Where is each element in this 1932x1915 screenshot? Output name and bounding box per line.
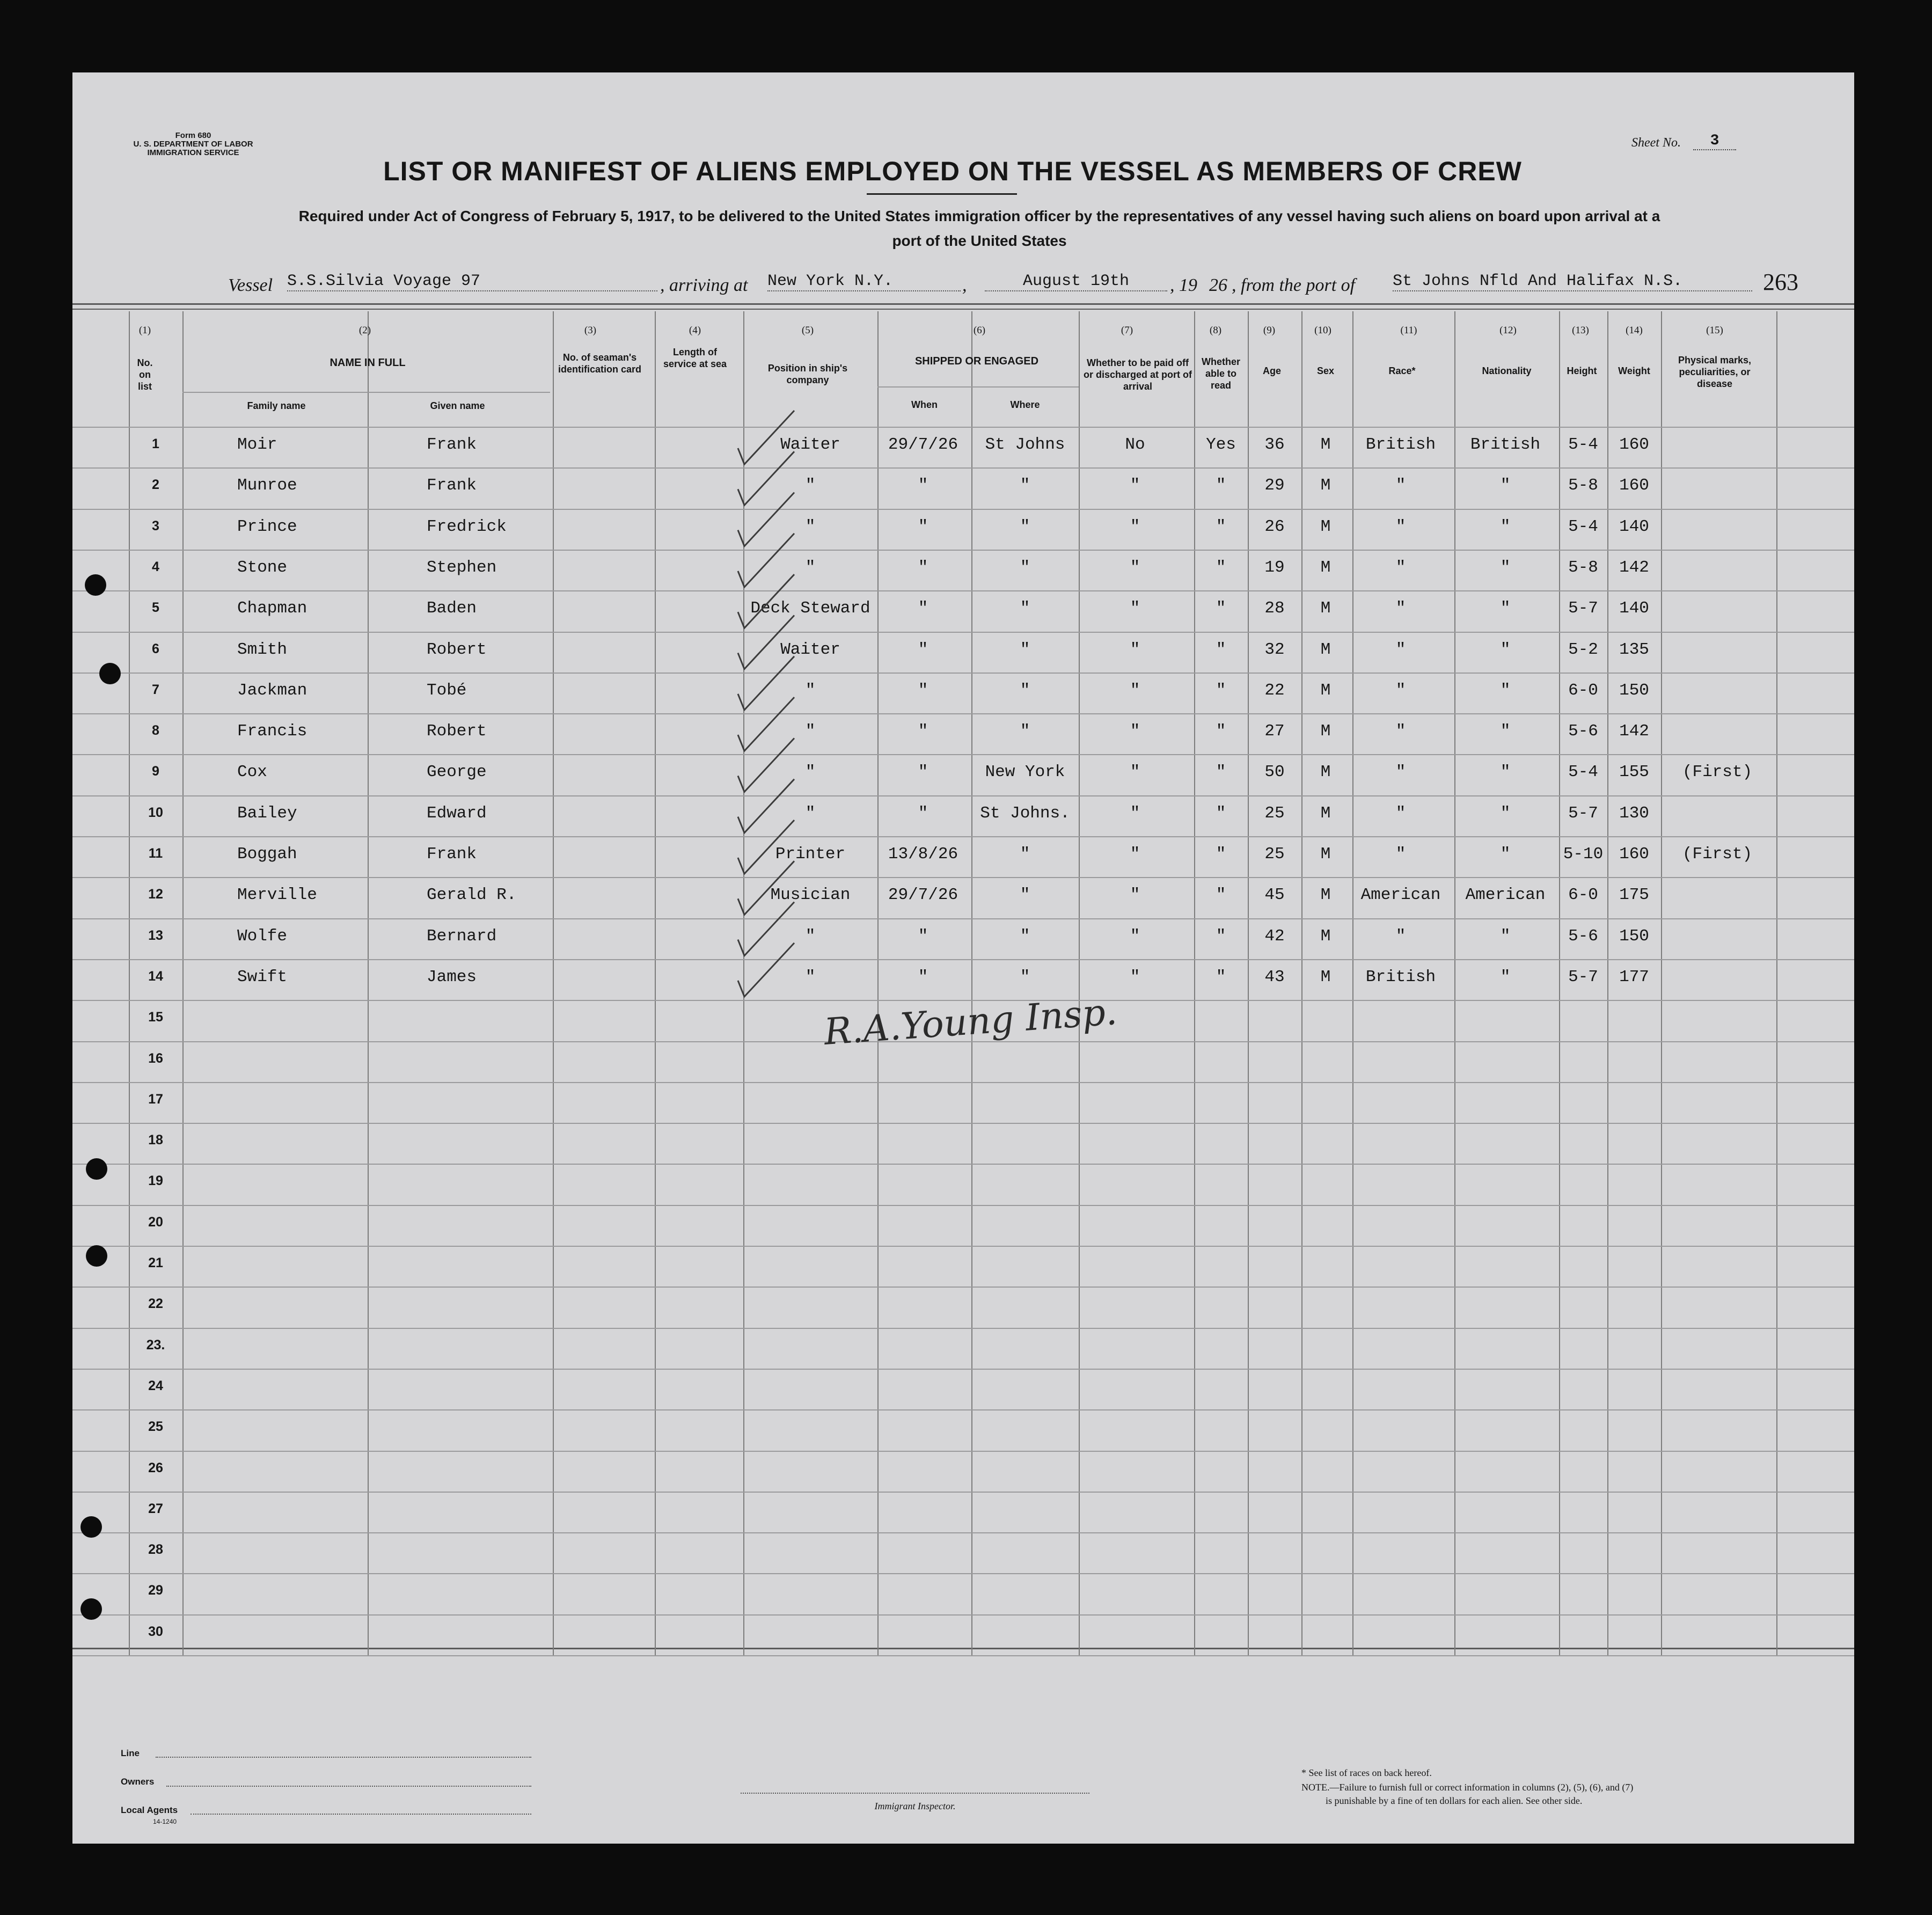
cell-paid-off: " — [1130, 681, 1140, 700]
arriving-port-field: New York N.Y. — [767, 272, 961, 291]
cell-weight: 150 — [1619, 927, 1649, 946]
cell-height: 5-10 — [1563, 845, 1604, 864]
sheet-number: 3 — [1693, 133, 1736, 150]
cell-able-to-read: " — [1216, 722, 1226, 741]
cell-able-to-read: " — [1216, 640, 1226, 659]
punch-hole — [80, 1598, 102, 1620]
row-number: 25 — [148, 1419, 163, 1434]
cell-height: 5-8 — [1568, 476, 1598, 495]
check-mark — [738, 616, 794, 669]
cell-age: 50 — [1264, 763, 1285, 781]
cell-given-name: Bernard — [427, 927, 497, 946]
check-mark — [738, 451, 794, 505]
row-number: 30 — [148, 1624, 163, 1639]
col-num-1: (1) — [138, 325, 151, 336]
cell-when-shipped: " — [918, 722, 928, 741]
header-family-name: Family name — [247, 400, 306, 411]
cell-race: " — [1395, 845, 1406, 864]
cell-position: " — [805, 804, 816, 823]
check-mark — [738, 493, 794, 546]
cell-nationality: " — [1500, 722, 1511, 741]
punch-hole — [80, 1516, 102, 1538]
cell-given-name: Frank — [427, 476, 477, 495]
cell-paid-off: " — [1130, 476, 1140, 495]
cell-weight: 140 — [1619, 599, 1649, 618]
cell-family-name: Boggah — [237, 845, 297, 864]
cell-given-name: Fredrick — [427, 517, 507, 536]
cell-paid-off: " — [1130, 886, 1140, 904]
check-mark — [738, 697, 794, 751]
cell-physical-marks: (First) — [1682, 845, 1753, 864]
cell-sex: M — [1320, 722, 1331, 741]
check-mark — [738, 902, 794, 956]
cell-given-name: Frank — [427, 435, 477, 454]
cell-when-shipped: " — [918, 968, 928, 986]
race-note: * See list of races on back hereof. — [1301, 1767, 1432, 1778]
inspector-signature: R.A.Young Insp. — [822, 991, 1118, 1054]
cell-sex: M — [1320, 640, 1331, 659]
cell-height: 6-0 — [1568, 681, 1598, 700]
row-number: 21 — [148, 1255, 163, 1270]
cell-where-shipped: New York — [985, 763, 1065, 781]
cell-nationality: " — [1500, 640, 1511, 659]
punch-hole — [86, 1158, 107, 1180]
cell-family-name: Stone — [237, 558, 288, 577]
col-num-6: (6) — [973, 325, 986, 336]
from-label: , from the port of — [1232, 275, 1356, 295]
cell-weight: 160 — [1619, 476, 1649, 495]
cell-age: 32 — [1264, 640, 1285, 659]
cell-weight: 140 — [1619, 517, 1649, 536]
header-race: Race* — [1388, 366, 1416, 376]
col-num-11: (11) — [1400, 325, 1417, 336]
cell-race: " — [1395, 763, 1406, 781]
cell-sex: M — [1320, 804, 1331, 823]
cell-when-shipped: 29/7/26 — [888, 886, 958, 904]
cell-family-name: Francis — [237, 722, 308, 741]
check-mark — [738, 779, 794, 833]
cell-when-shipped: " — [918, 927, 928, 946]
cell-weight: 130 — [1619, 804, 1649, 823]
cell-given-name: Robert — [427, 722, 487, 741]
cell-nationality: " — [1500, 599, 1511, 618]
cell-able-to-read: " — [1216, 517, 1226, 536]
cell-family-name: Jackman — [237, 681, 308, 700]
cell-position: " — [805, 476, 816, 495]
cell-height: 5-7 — [1568, 968, 1598, 986]
header-nationality: Nationality — [1482, 366, 1532, 376]
cell-race: " — [1395, 558, 1406, 577]
cell-when-shipped: " — [918, 599, 928, 618]
row-number: 17 — [148, 1092, 163, 1107]
cell-able-to-read: " — [1216, 968, 1226, 986]
fine-note-1: NOTE.—Failure to furnish full or correct information in columns (2), (5), (6), and (7) — [1301, 1782, 1634, 1793]
col-num-9: (9) — [1263, 325, 1276, 336]
subtitle-line-1: Required under Act of Congress of February 5, 1917, to be delivered to the United States immigration officer by the representatives of any vessel having such aliens on board upon arrival at a — [298, 208, 1660, 224]
cell-height: 5-8 — [1568, 558, 1598, 577]
cell-able-to-read: " — [1216, 886, 1226, 904]
header-weight: Weight — [1618, 366, 1650, 376]
cell-where-shipped: " — [1020, 722, 1030, 741]
cell-age: 27 — [1264, 722, 1285, 741]
cell-able-to-read: " — [1216, 845, 1226, 864]
cell-able-to-read: " — [1216, 681, 1226, 700]
cell-sex: M — [1320, 681, 1331, 700]
cell-nationality: " — [1500, 681, 1511, 700]
cell-age: 36 — [1264, 435, 1285, 454]
cell-sex: M — [1320, 968, 1331, 986]
cell-when-shipped: " — [918, 681, 928, 700]
cell-given-name: Stephen — [427, 558, 497, 577]
row-number: 3 — [152, 518, 159, 533]
row-number: 2 — [152, 477, 159, 492]
row-number: 28 — [148, 1542, 163, 1557]
row-number: 13 — [148, 928, 163, 943]
cell-height: 5-2 — [1568, 640, 1598, 659]
cell-sex: M — [1320, 558, 1331, 577]
cell-nationality: British — [1470, 435, 1541, 454]
cell-family-name: Chapman — [237, 599, 308, 618]
header-length-service: Length of service at sea — [663, 347, 727, 369]
row-number: 1 — [152, 436, 159, 451]
cell-family-name: Cox — [237, 763, 267, 781]
from-port-field: St Johns Nfld And Halifax N.S. — [1393, 272, 1752, 291]
cell-nationality: " — [1500, 763, 1511, 781]
check-mark — [738, 411, 794, 464]
punch-hole — [85, 574, 106, 596]
cell-position: " — [805, 517, 816, 536]
cell-paid-off: " — [1130, 722, 1140, 741]
cell-when-shipped: " — [918, 558, 928, 577]
cell-age: 42 — [1264, 927, 1285, 946]
line-label: Line — [121, 1748, 140, 1758]
cell-race: " — [1395, 927, 1406, 946]
arrival-date-field: August 19th — [985, 272, 1167, 291]
cell-paid-off: " — [1130, 845, 1140, 864]
check-mark — [738, 943, 794, 997]
cell-race: " — [1395, 599, 1406, 618]
cell-able-to-read: " — [1216, 558, 1226, 577]
cell-when-shipped: 13/8/26 — [888, 845, 958, 864]
check-mark — [738, 820, 794, 874]
header-shipped-engaged: SHIPPED OR ENGAGED — [914, 355, 1039, 367]
cell-given-name: Frank — [427, 845, 477, 864]
header-height: Height — [1567, 366, 1597, 376]
cell-sex: M — [1320, 599, 1331, 618]
owners-label: Owners — [121, 1777, 155, 1787]
cell-height: 5-4 — [1568, 763, 1598, 781]
cell-given-name: Robert — [427, 640, 487, 659]
cell-height: 5-7 — [1568, 599, 1598, 618]
cell-position: " — [805, 968, 816, 986]
cell-position: Deck Steward — [750, 599, 870, 618]
header-seaman-card: No. of seaman's identification card — [558, 352, 642, 375]
check-marks — [72, 72, 1854, 1844]
cell-position: " — [805, 927, 816, 946]
cell-age: 22 — [1264, 681, 1285, 700]
col-num-12: (12) — [1499, 325, 1517, 336]
row-number: 29 — [148, 1583, 163, 1598]
row-number: 20 — [148, 1215, 163, 1230]
cell-weight: 142 — [1619, 722, 1649, 741]
row-number: 16 — [148, 1051, 163, 1066]
row-number: 23. — [146, 1337, 165, 1353]
cell-family-name: Merville — [237, 886, 317, 904]
cell-position: Printer — [775, 845, 846, 864]
cell-weight: 155 — [1619, 763, 1649, 781]
cell-sex: M — [1320, 435, 1331, 454]
cell-physical-marks: (First) — [1682, 763, 1753, 781]
header-paid-off: Whether to be paid off or discharged at port of arrival — [1083, 357, 1192, 392]
cell-family-name: Prince — [237, 517, 297, 536]
row-number: 12 — [148, 887, 163, 902]
vessel-name-field: S.S.Silvia Voyage 97 — [287, 272, 657, 291]
cell-where-shipped: " — [1020, 845, 1030, 864]
cell-position: " — [805, 722, 816, 741]
cell-paid-off: " — [1130, 558, 1140, 577]
vessel-label: Vessel — [228, 275, 273, 295]
cell-height: 6-0 — [1568, 886, 1598, 904]
cell-age: 45 — [1264, 886, 1285, 904]
col-num-14: (14) — [1626, 325, 1643, 336]
row-number: 7 — [152, 682, 159, 697]
header-physical-marks: Physical marks, peculiarities, or disease — [1678, 355, 1752, 389]
header-when: When — [911, 399, 938, 410]
cell-race: " — [1395, 517, 1406, 536]
header-sex: Sex — [1316, 366, 1335, 376]
cell-paid-off: " — [1130, 804, 1140, 823]
cell-race: British — [1365, 968, 1436, 986]
cell-age: 29 — [1264, 476, 1285, 495]
cell-paid-off: No — [1125, 435, 1145, 454]
cell-paid-off: " — [1130, 927, 1140, 946]
col-num-8: (8) — [1209, 325, 1222, 336]
cell-race: " — [1395, 722, 1406, 741]
cell-height: 5-6 — [1568, 722, 1598, 741]
punch-hole — [86, 1245, 107, 1267]
cell-where-shipped: St Johns. — [980, 804, 1070, 823]
cell-position: " — [805, 558, 816, 577]
row-number: 4 — [152, 559, 159, 574]
cell-given-name: Baden — [427, 599, 477, 618]
cell-nationality: " — [1500, 804, 1511, 823]
cell-race: " — [1395, 681, 1406, 700]
cell-age: 25 — [1264, 804, 1285, 823]
subtitle-line-2: port of the United States — [892, 232, 1067, 249]
cell-race: " — [1395, 476, 1406, 495]
cell-where-shipped: " — [1020, 681, 1030, 700]
header-position: Position in ship's company — [767, 363, 848, 385]
cell-given-name: Edward — [427, 804, 487, 823]
row-number: 18 — [148, 1132, 163, 1147]
cell-where-shipped: " — [1020, 927, 1030, 946]
cell-where-shipped: " — [1020, 886, 1030, 904]
cell-race: American — [1360, 886, 1441, 904]
cell-position: Waiter — [780, 640, 840, 659]
service: IMMIGRATION SERVICE — [147, 148, 239, 157]
cell-weight: 177 — [1619, 968, 1649, 986]
col-num-5: (5) — [801, 325, 814, 336]
cell-race: " — [1395, 804, 1406, 823]
check-mark — [738, 533, 794, 587]
cell-where-shipped: " — [1020, 640, 1030, 659]
row-number: 11 — [148, 846, 163, 861]
cell-height: 5-4 — [1568, 435, 1598, 454]
cell-paid-off: " — [1130, 763, 1140, 781]
row-number: 27 — [148, 1501, 163, 1516]
col-num-4: (4) — [689, 325, 701, 336]
cell-family-name: Smith — [237, 640, 288, 659]
cell-family-name: Wolfe — [237, 927, 288, 946]
cell-age: 28 — [1264, 599, 1285, 618]
cell-where-shipped: St Johns — [985, 435, 1065, 454]
cell-nationality: " — [1500, 968, 1511, 986]
cell-family-name: Swift — [237, 968, 288, 986]
row-number: 26 — [148, 1460, 163, 1475]
cell-age: 43 — [1264, 968, 1285, 986]
agents-label: Local Agents — [121, 1805, 178, 1815]
cell-height: 5-7 — [1568, 804, 1598, 823]
cell-position: Waiter — [780, 435, 840, 454]
col-num-3: (3) — [584, 325, 597, 336]
cell-where-shipped: " — [1020, 599, 1030, 618]
cell-given-name: Gerald R. — [427, 886, 517, 904]
cell-sex: M — [1320, 927, 1331, 946]
cell-nationality: " — [1500, 517, 1511, 536]
row-number: 10 — [148, 805, 163, 820]
cell-race: " — [1395, 640, 1406, 659]
cell-height: 5-4 — [1568, 517, 1598, 536]
row-number: 14 — [148, 969, 163, 984]
row-number: 6 — [152, 641, 159, 656]
cell-able-to-read: " — [1216, 476, 1226, 495]
page-number: 263 — [1763, 269, 1798, 295]
punch-hole — [99, 663, 121, 684]
col-num-15: (15) — [1706, 325, 1723, 336]
cell-paid-off: " — [1130, 599, 1140, 618]
cell-nationality: " — [1500, 927, 1511, 946]
cell-weight: 142 — [1619, 558, 1649, 577]
fine-note-2: is punishable by a fine of ten dollars for each alien. See other side. — [1326, 1795, 1583, 1806]
row-number: 15 — [148, 1010, 163, 1025]
check-mark — [738, 656, 794, 710]
comma-sep: , — [962, 275, 967, 295]
arriving-label: , arriving at — [660, 275, 748, 295]
form-number: Form 680 — [175, 131, 211, 140]
cell-where-shipped: " — [1020, 476, 1030, 495]
cell-nationality: American — [1465, 886, 1546, 904]
cell-age: 25 — [1264, 845, 1285, 864]
cell-able-to-read: Yes — [1206, 435, 1236, 454]
inspector-label: Immigrant Inspector. — [874, 1801, 956, 1811]
row-number: 8 — [152, 723, 159, 738]
cell-weight: 160 — [1619, 435, 1649, 454]
cell-paid-off: " — [1130, 968, 1140, 986]
cell-position: " — [805, 763, 816, 781]
cell-family-name: Moir — [237, 435, 277, 454]
cell-weight: 160 — [1619, 845, 1649, 864]
cell-sex: M — [1320, 886, 1331, 904]
cell-given-name: George — [427, 763, 487, 781]
cell-sex: M — [1320, 517, 1331, 536]
cell-when-shipped: " — [918, 517, 928, 536]
check-mark — [738, 574, 794, 628]
cell-position: " — [805, 681, 816, 700]
cell-weight: 150 — [1619, 681, 1649, 700]
col-num-13: (13) — [1572, 325, 1589, 336]
cell-age: 26 — [1264, 517, 1285, 536]
check-mark — [738, 861, 794, 915]
print-code: 14-1240 — [153, 1818, 177, 1825]
cell-where-shipped: " — [1020, 517, 1030, 536]
cell-able-to-read: " — [1216, 763, 1226, 781]
cell-nationality: " — [1500, 476, 1511, 495]
row-number: 22 — [148, 1296, 163, 1311]
cell-nationality: " — [1500, 558, 1511, 577]
cell-weight: 135 — [1619, 640, 1649, 659]
row-number: 9 — [152, 764, 159, 779]
cell-paid-off: " — [1130, 640, 1140, 659]
header-able-to-read: Whether able to read — [1202, 356, 1240, 391]
cell-when-shipped: " — [918, 640, 928, 659]
cell-when-shipped: " — [918, 804, 928, 823]
manifest-sheet — [72, 72, 1854, 1844]
header-given-name: Given name — [430, 400, 485, 411]
cell-when-shipped: " — [918, 763, 928, 781]
cell-family-name: Munroe — [237, 476, 297, 495]
cell-sex: M — [1320, 476, 1331, 495]
cell-nationality: " — [1500, 845, 1511, 864]
year-field: 26 — [1209, 275, 1227, 295]
page-title: LIST OR MANIFEST OF ALIENS EMPLOYED ON THE VESSEL AS MEMBERS OF CREW — [383, 156, 1522, 186]
header-age: Age — [1262, 366, 1281, 376]
header-no-on-list: No. on list — [137, 357, 153, 392]
cell-paid-off: " — [1130, 517, 1140, 536]
cell-given-name: James — [427, 968, 477, 986]
department: U. S. DEPARTMENT OF LABOR — [133, 140, 253, 149]
header-name-in-full: NAME IN FULL — [330, 357, 406, 369]
col-num-10: (10) — [1314, 325, 1331, 336]
cell-able-to-read: " — [1216, 599, 1226, 618]
cell-sex: M — [1320, 845, 1331, 864]
row-number: 19 — [148, 1173, 163, 1188]
cell-age: 19 — [1264, 558, 1285, 577]
cell-given-name: Tobé — [427, 681, 467, 700]
cell-where-shipped: " — [1020, 968, 1030, 986]
cell-race: British — [1365, 435, 1436, 454]
col-num-2: (2) — [358, 325, 371, 336]
year-label: , 19 — [1170, 275, 1197, 295]
cell-able-to-read: " — [1216, 927, 1226, 946]
header-where: Where — [1010, 399, 1040, 410]
cell-family-name: Bailey — [237, 804, 297, 823]
cell-sex: M — [1320, 763, 1331, 781]
row-number: 24 — [148, 1378, 163, 1393]
cell-able-to-read: " — [1216, 804, 1226, 823]
sheet-label: Sheet No. — [1631, 136, 1681, 150]
cell-when-shipped: " — [918, 476, 928, 495]
cell-weight: 175 — [1619, 886, 1649, 904]
cell-height: 5-6 — [1568, 927, 1598, 946]
cell-position: Musician — [770, 886, 851, 904]
cell-when-shipped: 29/7/26 — [888, 435, 958, 454]
cell-where-shipped: " — [1020, 558, 1030, 577]
check-mark — [738, 738, 794, 792]
col-num-7: (7) — [1121, 325, 1133, 336]
row-number: 5 — [152, 600, 159, 615]
